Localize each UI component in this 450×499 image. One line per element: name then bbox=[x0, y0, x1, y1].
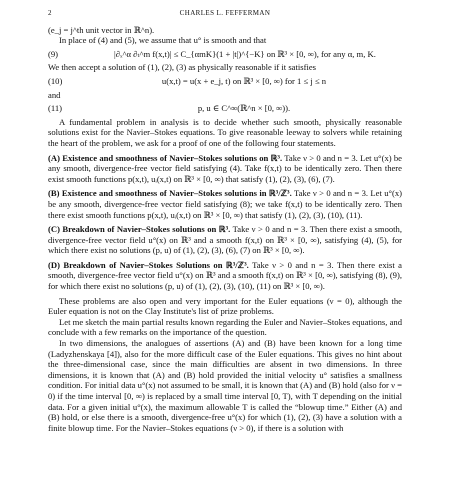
statement-a-heading: (A) Existence and smoothness of Navier–Stokes solutions on ℝ³. bbox=[48, 152, 283, 163]
statement-a bbox=[48, 153, 402, 185]
equation-11-number: (11) bbox=[48, 103, 62, 114]
in-place-line: In place of (4) and (5), we assume that u° is smooth and that bbox=[59, 35, 267, 46]
closing-paragraph-3: In two dimensions, the analogues of assertions (A) and (B) have been known for a long time (Ladyzhenskaya [4]), also for the more difficult case of the Euler equations. This gives no hint about the three-dimensional case, since the main difficulties are absent in two dimensions. In three dimensions, it is known that (A) and (B) hold provided the initial velocity u° satisfies a smallness condition. For initial data u°(x) not assumed to be small, it is known that (A) and (B) hold (also for ν = 0) if the time interval [0, ∞) is replaced by a small time interval [0, T), with T depending on the initial data. For a given initial u°(x), the maximum allowable T is called the “blowup time.” Either (A) and (B) hold, or else there is a smooth, divergence-free u°(x) for which (1), (2), (3) have a solution with a finite blowup time. For the Navier–Stokes equations (ν > 0), if there is a solution with bbox=[48, 338, 402, 433]
accept-line: We then accept a solution of (1), (2), (3) as physically reasonable if it satisfies bbox=[48, 62, 317, 73]
unit-vector-line: (e_j = j^th unit vector in ℝ^n). bbox=[48, 24, 155, 35]
running-head-author: CHARLES L. FEFFERMAN bbox=[179, 9, 271, 17]
closing-paragraph-2: Let me sketch the main partial results known regarding the Euler and Navier–Stokes equations, and conclude with a few remarks on the importance of the question. bbox=[48, 316, 402, 338]
statement-b-text: Take ν > 0 and n = 3. Let u°(x) be any smooth, divergence-free vector field satisfying (8); we take f(x,t) to be identically zero. Then there exist smooth functions p(x,t), uᵢ(x,t) on ℝ³ × [0, ∞) that satisfy (1), (2), (3), (10), (11). bbox=[48, 188, 402, 220]
statement-b bbox=[48, 188, 402, 220]
statement-d-heading: (D) Breakdown of Navier–Stokes Solutions on ℝ³/ℤ³. bbox=[48, 259, 249, 270]
and-line: and bbox=[48, 89, 61, 100]
statement-c bbox=[48, 224, 402, 256]
statement-b-heading: (B) Existence and smoothness of Navier–Stokes solutions in ℝ³/ℤ³. bbox=[48, 188, 292, 199]
statement-c-text: Take ν > 0 and n = 3. Then there exist a smooth, divergence-free vector field u°(x) on ℝ³ and a smooth f(x,t) on ℝ³ × [0, ∞), satisfying (4), (5), for which there exist no solutions (p, u) of (1), (2), (3), (6), (7) on ℝ³ × [0, ∞). bbox=[48, 224, 402, 256]
statement-c-heading: (C) Breakdown of Navier–Stokes solutions on ℝ³. bbox=[48, 224, 231, 235]
statement-a-text: Take ν > 0 and n = 3. Let u°(x) be any smooth, divergence-free vector field satisfying (4). Take f(x,t) to be identically zero. Then there exist smooth functions p(x,t), uᵢ(x,t) on ℝ³ × [0, ∞) that satisfy (1), (2), (3), (6), (7). bbox=[48, 152, 402, 184]
statement-d-text: Take ν > 0 and n = 3. Then there exist a smooth, divergence-free vector field u°(x) on ℝ³ and a smooth f(x,t) on ℝ³ × [0, ∞), satisfying (8), (9), for which there exist no solutions (p, u) of (1), (2), (3), (10), (11) on ℝ³ × [0, ∞). bbox=[48, 259, 402, 292]
equation-10-number: (10) bbox=[48, 75, 63, 86]
equation-9-number: (9) bbox=[48, 48, 59, 59]
equation-10-body: u(x,t) = u(x + e_j, t) on ℝ³ × [0, ∞) for 1 ≤ j ≤ n bbox=[161, 75, 327, 86]
equation-9 bbox=[48, 49, 402, 60]
fundamental-paragraph: A fundamental problem in analysis is to decide whether such smooth, physically reasonable solutions exist for the Navier–Stokes equations. To give reasonable leeway to solvers while retaining the heart of the problem, we ask for a proof of one of the following four statements. bbox=[48, 116, 402, 148]
equation-9-body: |∂ₓ^α ∂ₜ^m f(x,t)| ≤ C_{αmK}(1 + |t|)^{−K} on ℝ³ × [0, ∞), for any α, m, K. bbox=[114, 48, 376, 59]
closing-paragraph-1: These problems are also open and very important for the Euler equations (ν = 0), although the Euler equation is not on the Clay Institute's list of prize problems. bbox=[48, 295, 402, 317]
equation-11-body: p, u ∈ C^∞(ℝ^n × [0, ∞)). bbox=[197, 103, 291, 114]
equation-10 bbox=[48, 76, 402, 87]
equation-11 bbox=[48, 103, 402, 114]
page-number: 2 bbox=[48, 9, 52, 17]
running-head bbox=[48, 8, 402, 19]
statement-d bbox=[48, 260, 402, 292]
